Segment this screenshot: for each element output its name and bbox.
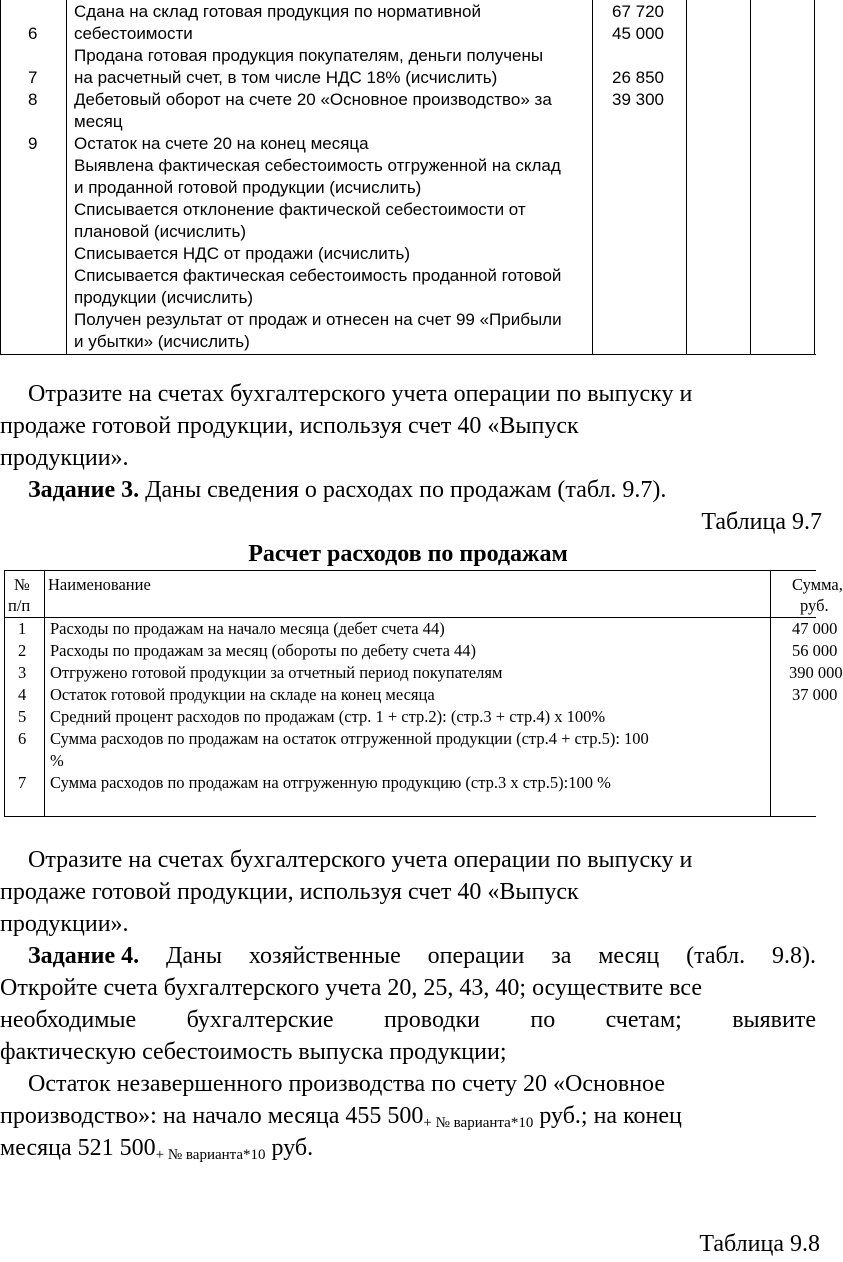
table-a-border xyxy=(750,0,751,354)
table-a-text-line: себестоимости xyxy=(74,24,193,43)
row-sum: 390 000 xyxy=(789,663,843,682)
amount: 26 850 xyxy=(612,68,664,87)
task3-text: Даны сведения о расходах по продажам (табл. 9.7). xyxy=(139,477,667,503)
task4-word: выявите xyxy=(732,1007,816,1033)
row-number: 6 xyxy=(28,24,38,43)
table-a-text-line: месяц xyxy=(74,112,123,131)
task4-word: месяц xyxy=(598,943,660,969)
task4-word: за xyxy=(551,943,572,969)
table-a-text-line: на расчетный счет, в том числе НДС 18% (исчислить) xyxy=(74,68,498,87)
task3-label: Задание 3. xyxy=(28,477,140,503)
task4-word: (табл. xyxy=(686,943,746,969)
header-name: Наименование xyxy=(48,575,151,594)
row-num: 4 xyxy=(18,685,27,704)
row-name: Отгружено готовой продукции за отчетный период покупателям xyxy=(50,663,503,682)
task4-word: хозяйственные xyxy=(248,943,401,969)
paragraph-line: продукции». xyxy=(0,911,129,937)
wip-text: производство»: на начало месяца 455 500 xyxy=(0,1103,424,1129)
row-num: 1 xyxy=(18,619,27,638)
table-a-text-line: Списывается фактическая себестоимость проданной готовой xyxy=(74,266,562,285)
paragraph-line: продаже готовой продукции, используя счет 40 «Выпуск xyxy=(0,879,579,905)
task3-line xyxy=(28,474,666,506)
wip-variant-subscript: + № варианта*10 xyxy=(155,1147,266,1163)
row-sum: 56 000 xyxy=(792,641,838,660)
paragraph-line: Отразите на счетах бухгалтерского учета операции по выпуску и xyxy=(28,381,693,407)
task4-word: бухгалтерские xyxy=(186,1007,334,1033)
row-num: 6 xyxy=(18,729,27,748)
row-number: 9 xyxy=(28,134,38,153)
task4-word: проводки xyxy=(383,1007,480,1033)
table-a-border xyxy=(814,0,815,354)
amount: 39 300 xyxy=(612,90,664,109)
table-b-border xyxy=(44,570,45,816)
paragraph-line: продаже готовой продукции, используя счет 40 «Выпуск xyxy=(0,413,579,439)
table-a-border xyxy=(592,0,593,354)
row-name: Средний процент расходов по продажам (стр. 1 + стр.2): (стр.3 + стр.4) х 100% xyxy=(50,707,606,726)
header-num: п/п xyxy=(8,596,31,615)
table-9-8-label: Таблица 9.8 xyxy=(699,1231,820,1257)
table-a-text-line: Остаток на счете 20 на конец месяца xyxy=(74,134,369,153)
table-9-7-label: Таблица 9.7 xyxy=(701,509,822,535)
table-9-7-title: Расчет расходов по продажам xyxy=(248,541,568,567)
wip-line xyxy=(0,1132,313,1167)
paragraph-line: продукции». xyxy=(0,445,129,471)
header-sum: Сумма, xyxy=(792,575,843,594)
row-name: Расходы по продажам на начало месяца (дебет счета 44) xyxy=(50,619,445,638)
table-a-bottom-border xyxy=(0,354,816,355)
row-num: 3 xyxy=(18,663,27,682)
paragraph-line: Отразите на счетах бухгалтерского учета операции по выпуску и xyxy=(28,847,693,873)
row-number: 7 xyxy=(28,68,38,87)
task4-word: счетам; xyxy=(605,1007,682,1033)
table-b-border xyxy=(4,570,5,816)
table-a-text-line: Списывается отклонение фактической себестоимости от xyxy=(74,200,526,219)
table-a-text-line: плановой (исчислить) xyxy=(74,222,246,241)
table-a-text-line: Получен результат от продаж и отнесен на счет 99 «Прибыли xyxy=(74,310,562,329)
wip-variant-subscript: + № варианта*10 xyxy=(423,1115,534,1131)
row-name: Остаток готовой продукции на складе на конец месяца xyxy=(50,685,435,704)
task4-line xyxy=(0,1004,816,1036)
row-number: 8 xyxy=(28,90,38,109)
table-b-border xyxy=(4,816,816,817)
table-a-border-left xyxy=(0,0,1,354)
row-num: 2 xyxy=(18,641,27,660)
task4-line: фактическую себестоимость выпуска продукции; xyxy=(0,1039,507,1065)
table-b-border xyxy=(4,570,816,571)
table-a-text-line: Выявлена фактическая себестоимость отгруженной на склад xyxy=(74,156,561,175)
row-num: 5 xyxy=(18,707,27,726)
wip-line xyxy=(0,1100,682,1135)
header-num: № xyxy=(14,575,30,594)
task4-word: 9.8). xyxy=(771,943,816,969)
wip-text: руб.; на конец xyxy=(533,1103,682,1129)
row-name: Сумма расходов по продажам на остаток отгруженной продукции (стр.4 + стр.5): 100 xyxy=(50,729,649,748)
task4-word: необходимые xyxy=(0,1007,137,1033)
row-name: Расходы по продажам за месяц (обороты по дебету счета 44) xyxy=(50,641,477,660)
amount: 67 720 xyxy=(612,2,664,21)
table-a-text-line: Сдана на склад готовая продукция по нормативной xyxy=(74,2,481,21)
row-name-cont: % xyxy=(50,751,64,770)
task4-line xyxy=(0,940,816,972)
table-a-border xyxy=(66,0,67,354)
task4-word: по xyxy=(530,1007,556,1033)
table-a-text-line: продукции (исчислить) xyxy=(74,288,254,307)
amount: 45 000 xyxy=(612,24,664,43)
row-sum: 37 000 xyxy=(792,685,838,704)
table-a-text-line: Дебетовый оборот на счете 20 «Основное производство» за xyxy=(74,90,552,109)
row-name: Сумма расходов по продажам на отгруженную продукцию (стр.3 х стр.5):100 % xyxy=(50,773,611,792)
table-a-text-line: Списывается НДС от продажи (исчислить) xyxy=(74,244,411,263)
task4-word: операции xyxy=(427,943,525,969)
wip-line: Остаток незавершенного производства по счету 20 «Основное xyxy=(28,1071,665,1097)
table-a-border xyxy=(686,0,687,354)
wip-text: месяца 521 500 xyxy=(0,1135,156,1161)
header-sum: руб. xyxy=(800,596,829,615)
table-a-text-line: и убытки» (исчислить) xyxy=(74,332,250,351)
wip-text: руб. xyxy=(265,1135,314,1161)
row-sum: 47 000 xyxy=(792,619,838,638)
task4-label: Задание 4. xyxy=(28,943,140,969)
table-a-text-line: Продана готовая продукция покупателям, деньги получены xyxy=(74,46,544,65)
table-b-border xyxy=(770,570,771,816)
table-a-text-line: и проданной готовой продукции (исчислить) xyxy=(74,178,422,197)
task4-word: Даны xyxy=(166,943,222,969)
row-num: 7 xyxy=(18,773,27,792)
task4-line: Откройте счета бухгалтерского учета 20, 25, 43, 40; осуществите все xyxy=(0,975,702,1001)
